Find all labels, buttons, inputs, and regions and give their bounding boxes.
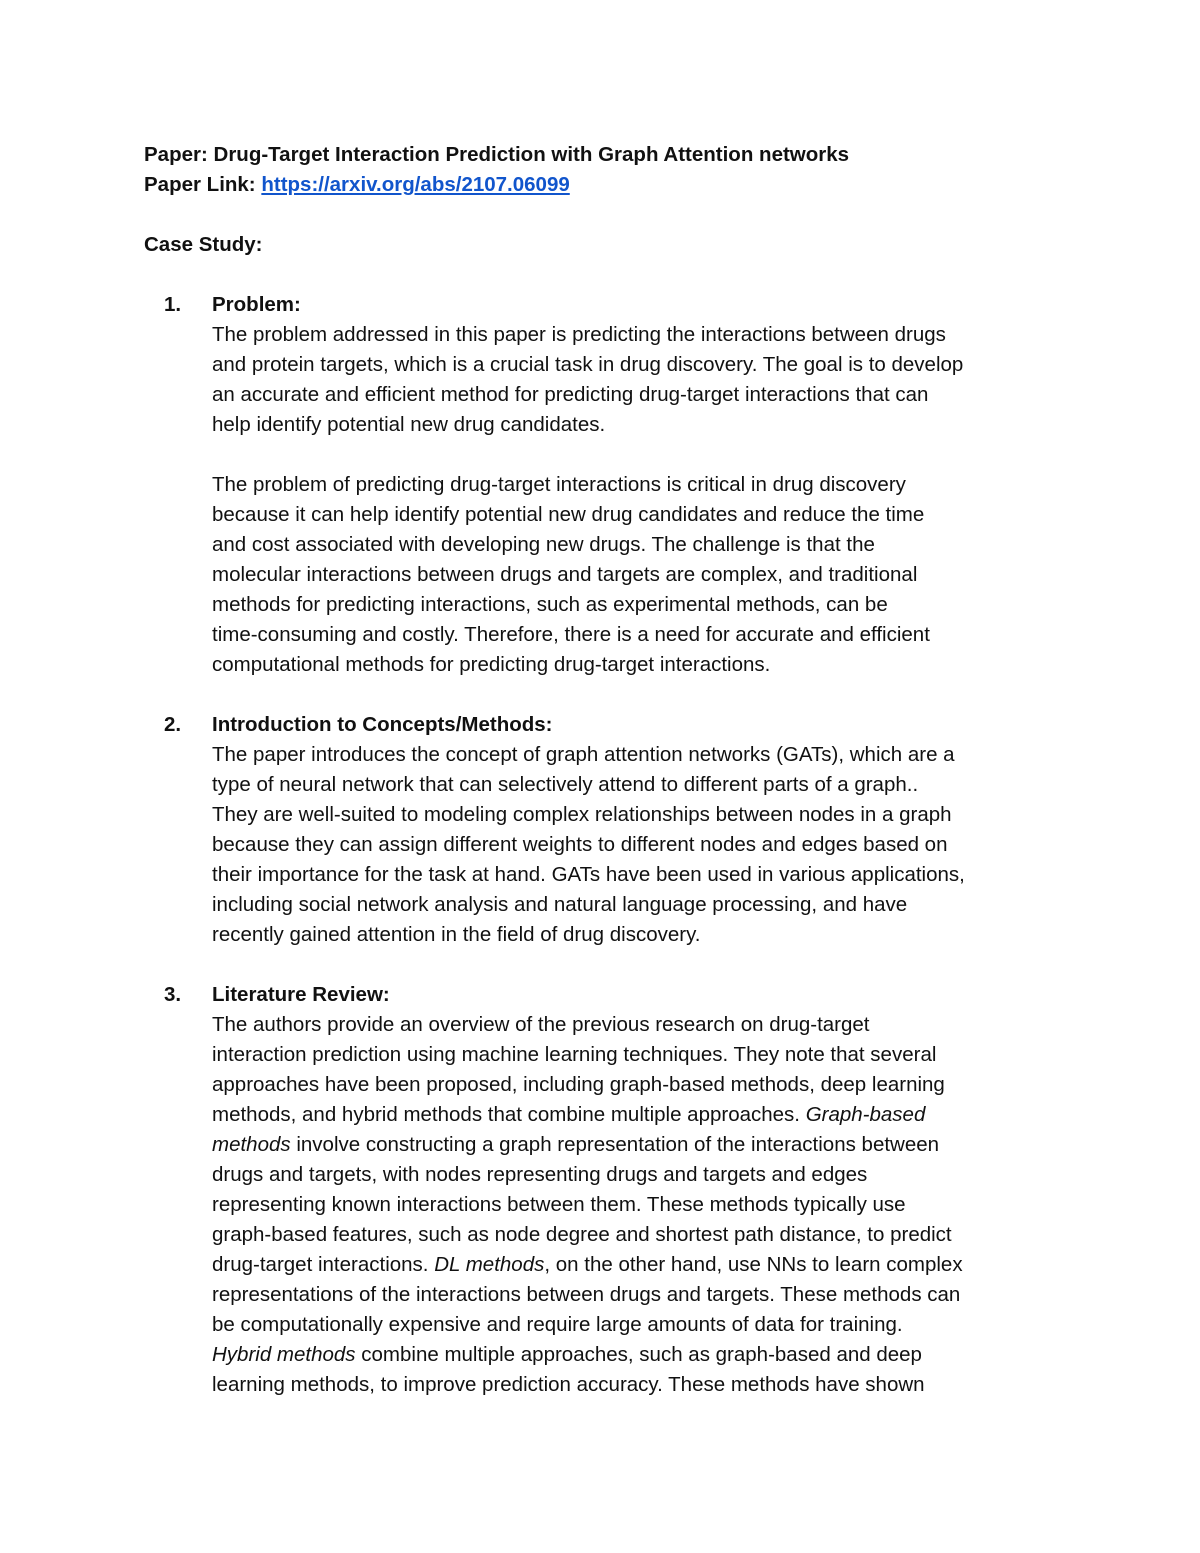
section-heading: Literature Review: (212, 983, 390, 1006)
text-line: learning methods, to improve prediction accuracy. These methods have shown (212, 1373, 925, 1396)
text-line: representations of the interactions between drugs and targets. These methods can (212, 1283, 961, 1306)
section-number: 1. (164, 293, 182, 316)
text-line: help identify potential new drug candidates. (212, 413, 606, 436)
paragraph (212, 320, 1084, 440)
text-line: time-consuming and costly. Therefore, there is a need for accurate and efficient (212, 623, 930, 646)
section-introduction (144, 710, 1084, 950)
paragraph (212, 1010, 1084, 1400)
text-line: drugs and targets, with nodes representing drugs and targets and edges (212, 1163, 868, 1186)
text-line: be computationally expensive and require large amounts of data for training. (212, 1313, 903, 1336)
paragraph (212, 470, 1084, 680)
text-line: an accurate and efficient method for predicting drug-target interactions that can (212, 383, 929, 406)
text-line: and protein targets, which is a crucial task in drug discovery. The goal is to develop (212, 353, 964, 376)
text-line: recently gained attention in the field of drug discovery. (212, 923, 701, 946)
text-line: The paper introduces the concept of graph attention networks (GATs), which are a (212, 743, 955, 766)
case-study-heading: Case Study: (144, 233, 263, 256)
text-run: drug-target interactions. (212, 1253, 435, 1276)
text-line: including social network analysis and natural language processing, and have (212, 893, 908, 916)
text-line: representing known interactions between them. These methods typically use (212, 1193, 906, 1216)
paper-label: Paper: (144, 143, 208, 166)
paper-link-line (144, 170, 1084, 200)
text-line (212, 1100, 1084, 1130)
text-line: type of neural network that can selectively attend to different parts of a graph.. (212, 773, 919, 796)
section-number: 2. (164, 713, 182, 736)
text-run: involve constructing a graph representation of the interactions between (290, 1133, 940, 1156)
text-line: approaches have been proposed, including graph-based methods, deep learning (212, 1073, 945, 1096)
text-line: interaction prediction using machine learning techniques. They note that several (212, 1043, 937, 1066)
text-line: because it can help identify potential new drug candidates and reduce the time (212, 503, 925, 526)
text-line: and cost associated with developing new drugs. The challenge is that the (212, 533, 875, 556)
italic-term: Graph-based (805, 1103, 926, 1126)
section-literature-review (144, 980, 1084, 1400)
text-line: their importance for the task at hand. GATs have been used in various applications, (212, 863, 965, 886)
italic-term: DL methods (434, 1253, 545, 1276)
text-run: methods, and hybrid methods that combine multiple approaches. (212, 1103, 806, 1126)
document-body (144, 140, 1084, 1400)
paper-title-line (144, 140, 1084, 170)
text-line: molecular interactions between drugs and targets are complex, and traditional (212, 563, 918, 586)
text-line (212, 1130, 1084, 1160)
text-line: computational methods for predicting drug-target interactions. (212, 653, 771, 676)
text-line: The problem addressed in this paper is predicting the interactions between drugs (212, 323, 946, 346)
paper-link[interactable]: https://arxiv.org/abs/2107.06099 (261, 173, 570, 196)
text-run: combine multiple approaches, such as graph-based and deep (355, 1343, 922, 1366)
text-line (212, 1340, 1084, 1370)
text-line: The authors provide an overview of the previous research on drug-target (212, 1013, 870, 1036)
paper-link-label: Paper Link: (144, 173, 256, 196)
section-problem (144, 290, 1084, 680)
italic-term: Hybrid methods (212, 1343, 356, 1366)
section-heading: Problem: (212, 293, 301, 316)
text-line (212, 1250, 1084, 1280)
paper-title: Drug-Target Interaction Prediction with Graph Attention networks (213, 143, 850, 166)
section-number: 3. (164, 983, 182, 1006)
text-line: because they can assign different weights to different nodes and edges based on (212, 833, 948, 856)
text-line: The problem of predicting drug-target interactions is critical in drug discovery (212, 473, 906, 496)
section-heading: Introduction to Concepts/Methods: (212, 713, 553, 736)
text-line: methods for predicting interactions, such as experimental methods, can be (212, 593, 888, 616)
text-line: They are well-suited to modeling complex relationships between nodes in a graph (212, 803, 952, 826)
paragraph (212, 740, 1084, 950)
text-run: , on the other hand, use NNs to learn complex (544, 1253, 963, 1276)
italic-term: methods (212, 1133, 291, 1156)
text-line: graph-based features, such as node degree and shortest path distance, to predict (212, 1223, 952, 1246)
